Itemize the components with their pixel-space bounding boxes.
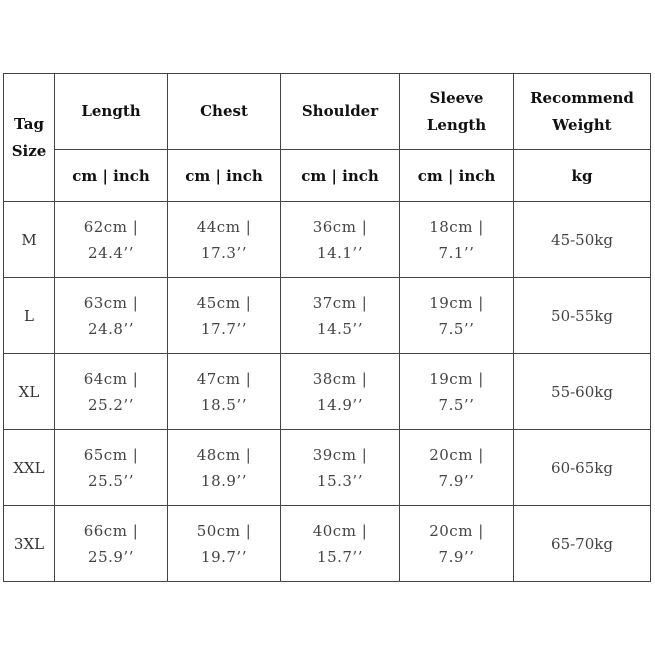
weight-cell: 55-60kg [514,354,651,430]
shoulder-cm: 40cm | [312,521,368,540]
header-sleeve-length-line-1: Sleeve [429,88,484,107]
length-inch: 25.5’’ [88,471,134,490]
sleeve-inch: 7.1’’ [438,243,475,262]
header-sleeve-length [400,74,514,150]
header-shoulder-label: Shoulder [301,102,379,120]
unit-recommend-weight: kg [514,150,651,202]
header-tag-size-line-2: Size [11,141,47,160]
shoulder-cell [281,278,400,354]
shoulder-cell [281,506,400,582]
shoulder-inch: 15.7’’ [317,547,363,566]
shoulder-inch: 15.3’’ [317,471,363,490]
sleeve-cm: 20cm | [429,445,484,464]
header-length-label: Length [81,102,141,120]
unit-shoulder: cm | inch [281,150,400,202]
tag-size-cell: L [4,278,55,354]
sleeve-cell [400,430,514,506]
chest-cm: 45cm | [196,293,252,312]
shoulder-cm: 38cm | [312,369,368,388]
unit-row [4,150,651,202]
length-inch: 24.8’’ [88,319,134,338]
sleeve-inch: 7.9’’ [438,547,475,566]
sleeve-cell [400,278,514,354]
sleeve-cm: 20cm | [429,521,484,540]
length-cell [55,278,168,354]
table-row [4,506,651,582]
length-inch: 24.4’’ [88,243,134,262]
shoulder-cell [281,354,400,430]
chest-cell [168,354,281,430]
weight-cell: 65-70kg [514,506,651,582]
header-recommend-weight-line-1: Recommend [530,88,634,107]
table-row [4,430,651,506]
length-cm: 66cm | [83,521,139,540]
chest-cm: 47cm | [196,369,252,388]
sleeve-inch: 7.5’’ [438,395,475,414]
length-cell [55,202,168,278]
header-row [4,74,651,150]
header-sleeve-length-line-2: Length [426,115,487,134]
length-cm: 64cm | [83,369,139,388]
header-shoulder [281,74,400,150]
sleeve-inch: 7.5’’ [438,319,475,338]
chest-cm: 44cm | [196,217,252,236]
length-cm: 65cm | [83,445,139,464]
tag-size-cell: M [4,202,55,278]
header-tag-size [4,74,55,202]
chest-cell [168,278,281,354]
chest-cell [168,202,281,278]
sleeve-inch: 7.9’’ [438,471,475,490]
unit-chest: cm | inch [168,150,281,202]
shoulder-cm: 39cm | [312,445,368,464]
chest-inch: 18.9’’ [201,471,247,490]
chest-inch: 18.5’’ [201,395,247,414]
tag-size-cell: 3XL [4,506,55,582]
header-recommend-weight-line-2: Weight [552,115,612,134]
table-row [4,278,651,354]
sleeve-cell [400,202,514,278]
chest-inch: 19.7’’ [201,547,247,566]
chest-inch: 17.7’’ [201,319,247,338]
header-recommend-weight [514,74,651,150]
shoulder-cm: 37cm | [312,293,368,312]
header-chest-label: Chest [200,102,248,120]
length-inch: 25.2’’ [88,395,134,414]
chest-cm: 48cm | [196,445,252,464]
weight-cell: 50-55kg [514,278,651,354]
header-tag-size-line-1: Tag [14,114,44,133]
size-chart-body [4,74,651,582]
chest-cm: 50cm | [196,521,252,540]
sleeve-cell [400,506,514,582]
shoulder-cell [281,202,400,278]
length-cell [55,354,168,430]
table-row [4,202,651,278]
unit-sleeve-length: cm | inch [400,150,514,202]
chest-cell [168,506,281,582]
shoulder-inch: 14.1’’ [317,243,363,262]
tag-size-cell: XL [4,354,55,430]
sleeve-cm: 18cm | [429,217,484,236]
weight-cell: 60-65kg [514,430,651,506]
header-length [55,74,168,150]
shoulder-inch: 14.5’’ [317,319,363,338]
chest-cell [168,430,281,506]
shoulder-cm: 36cm | [312,217,368,236]
chest-inch: 17.3’’ [201,243,247,262]
sleeve-cm: 19cm | [429,369,484,388]
length-cell [55,506,168,582]
sleeve-cm: 19cm | [429,293,484,312]
unit-length: cm | inch [55,150,168,202]
table-row [4,354,651,430]
shoulder-cell [281,430,400,506]
header-chest [168,74,281,150]
shoulder-inch: 14.9’’ [317,395,363,414]
sleeve-cell [400,354,514,430]
length-cm: 63cm | [83,293,139,312]
weight-cell: 45-50kg [514,202,651,278]
length-inch: 25.9’’ [88,547,134,566]
length-cell [55,430,168,506]
length-cm: 62cm | [83,217,139,236]
tag-size-cell: XXL [4,430,55,506]
size-chart-table [3,73,651,582]
